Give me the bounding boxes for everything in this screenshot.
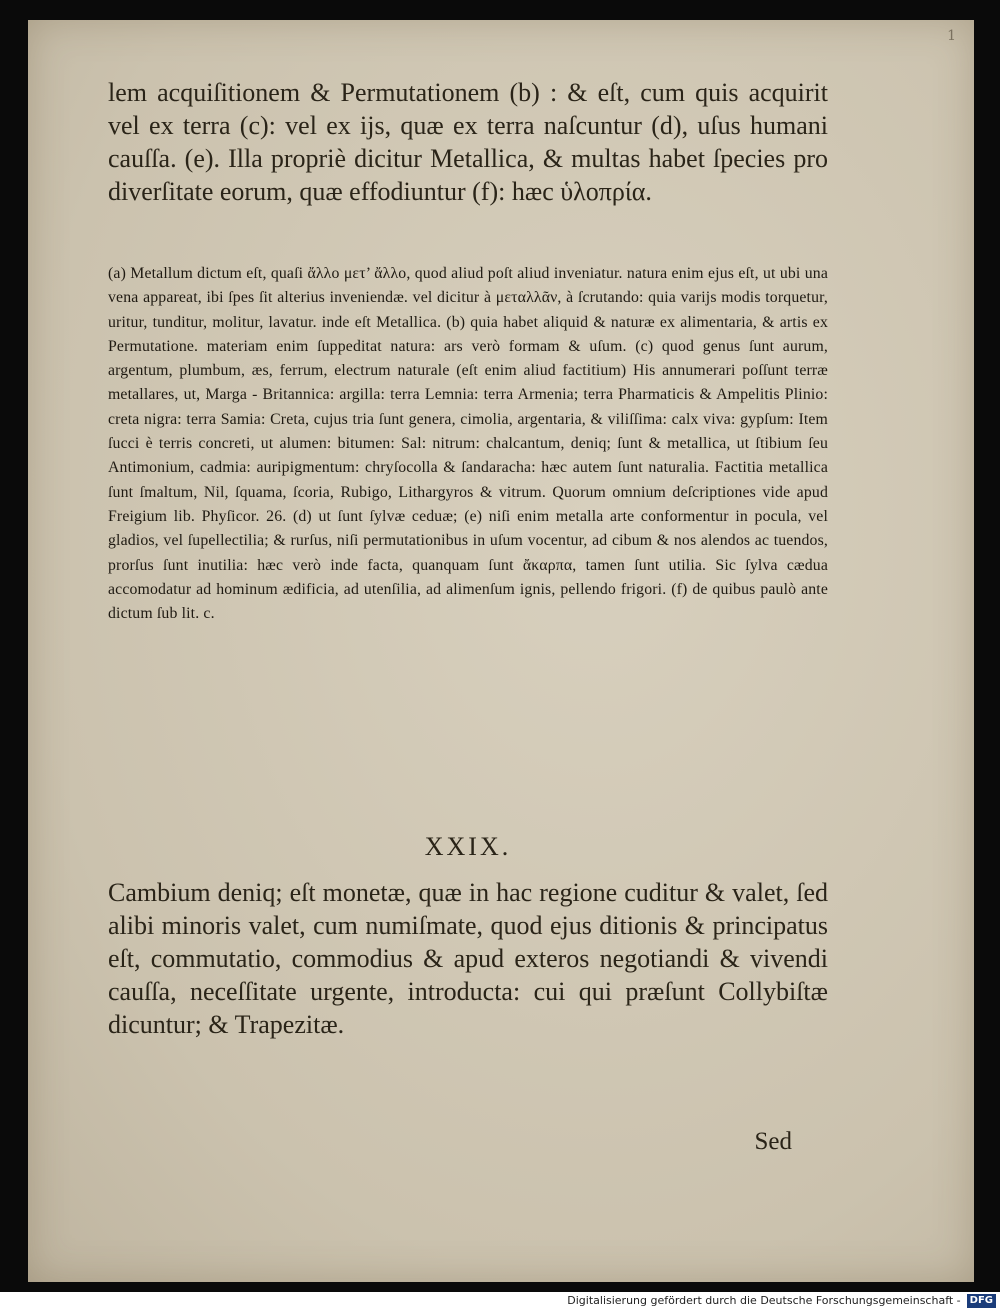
section-heading: XXIX. — [424, 832, 512, 861]
corner-mark: 1 — [947, 28, 956, 44]
document-page — [28, 20, 974, 1282]
footer-text: Digitalisierung gefördert durch die Deutsche Forschungsgemeinschaft - — [567, 1294, 961, 1307]
digitization-footer — [0, 1292, 1000, 1310]
main-paragraph-1: lem acquiſitionem & Permutationem (b) : & eſt, cum quis acquirit vel ex terra (c): vel ex ijs, quæ ex terra naſcuntur (d), uſus humani cauſſa. (e). Illa propriè dicitur Metallica, & multas habet ſpecies pro diverſitate eorum, quæ effodiuntur (f): hæc ὑλοπρία. — [108, 78, 828, 206]
footnotes-block: (a) Metallum dictum eſt, quaſi ἄλλο μετ’ ἄλλο, quod aliud poſt aliud inveniatur. natura enim ejus eſt, ut ubi una vena appareat, ibi ſpes ſit alterius inveniendæ. vel dicitur à μεταλλᾶν, à ſcrutando: quia varijs modis torquetur, uritur, tunditur, molitur, lavatur. inde eſt Metallica. (b) quia habet aliquid & naturæ ex alimentaria, & artis ex Permutatione. materiam enim ſuppeditat natura: ars verò formam & uſum. (c) quod genus ſunt aurum, argentum, plumbum, æs, ferrum, electrum naturale (eſt enim aliud factitium) His annumerari poſſunt terræ metallares, ut, Marga - Britannica: argilla: terra Lemnia: terra Armenia; terra Pharmaticis & Ampelitis Plinio: creta nigra: terra Samia: Creta, cujus tria ſunt genera, cimolia, argentaria, & viliſſima: calx viva: gypſum: Item ſucci è terris concreti, ut alumen: bitumen: Sal: nitrum: chalcantum, deniq; ſunt & metallica, ut ſtibium ſeu Antimonium, cadmia: auripigmentum: chryſocolla & ſandaracha: hæc autem ſunt naturalia. Factitia metallica ſunt ſmaltum, Nil, ſquama, ſcoria, Rubigo, Lithargyros & vitrum. Quorum omnium deſcriptiones vide apud Freigium lib. Phyſicor. 26. (d) ut ſunt ſylvæ ceduæ; (e) niſi enim metalla arte conformentur in pocula, vel gladios, vel ſupellectilia; & rurſus, niſi permutationibus in uſum vocentur, ad cibum & nos alendos ac tuendos, prorſus ſunt inutilia: hæc verò inde facta, quanquam ſunt ἄκαρπα, tamen ſunt utilia. Sic ſylva cædua accomodatur ad hominum ædificia, ad utenſilia, ad alimenſum ignis, pellendo frigori. (f) de quibus paulò ante dictum ſub lit. c. — [108, 265, 828, 623]
main-paragraph-2: Cambium deniq; eſt monetæ, quæ in hac regione cuditur & valet, ſed alibi minoris valet, cum numiſmate, quod ejus ditionis & principatus eſt, commutatio, commodius & apud exteros negotiandi & vivendi cauſſa, neceſſitate urgente, introducta: cui qui præſunt Collybiſtæ dicuntur; & Trapezitæ. — [108, 878, 828, 1039]
catchword: Sed — [754, 1128, 792, 1155]
dfg-logo: DFG — [967, 1294, 996, 1308]
